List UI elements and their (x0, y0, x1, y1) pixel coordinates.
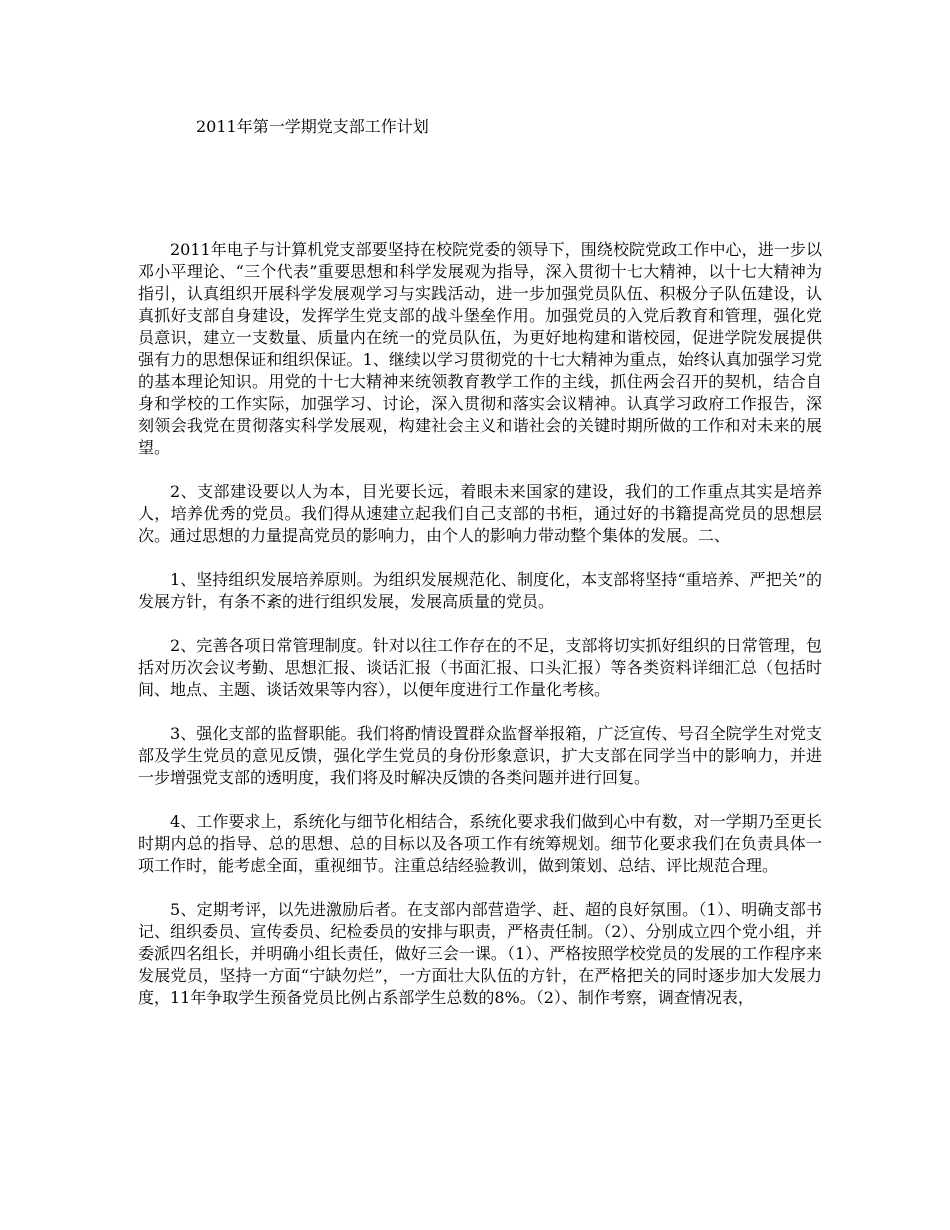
paragraph-4: 2、完善各项日常管理制度。针对以往工作存在的不足，支部将切实抓好组织的日常管理，包括对历次会议考勤、思想汇报、谈话汇报（书面汇报、口头汇报）等各类资料详细汇总（包括时间、地点、主题、谈话效果等内容），以便年度进行工作量化考核。 (138, 636, 822, 699)
paragraph-7: 5、定期考评，以先进激励后者。在支部内部营造学、赶、超的良好氛围。（1）、明确支部书记、组织委员、宣传委员、纪检委员的安排与职责，严格责任制。（2）、分别成立四个党小组，并委派四名组长，并明确小组长责任，做好三会一课。（1）、严格按照学校党员的发展的工作程序来发展党员，坚持一方面“宁缺勿烂”，一方面壮大队伍的方针，在严格把关的同时逐步加大发展力度，11年争取学生预备党员比例占系部学生总数的8%。（2）、制作考察，调查情况表， (138, 900, 822, 1007)
paragraph-1: 2011年电子与计算机党支部要坚持在校院党委的领导下，围绕校院党政工作中心，进一步以邓小平理论、“三个代表”重要思想和科学发展观为指导，深入贯彻十七大精神，以十七大精神为指引，认真组织开展科学发展观学习与实践活动，进一步加强党员队伍、积极分子队伍建设，认真抓好支部自身建设，发挥学生党支部的战斗堡垒作用。加强党员的入党后教育和管理，强化党员意识，建立一支数量、质量内在统一的党员队伍，为更好地构建和谐校园，促进学院发展提供强有力的思想保证和组织保证。1、继续以学习贯彻党的十七大精神为重点，始终认真加强学习党的基本理论知识。用党的十七大精神来统领教育教学工作的主线，抓住两会召开的契机，结合自身和学校的工作实际，加强学习、讨论，深入贯彻和落实会议精神。认真学习政府工作报告，深刻领会我党在贯彻落实科学发展观，构建社会主义和谐社会的关键时期所做的工作和对未来的展望。 (138, 240, 822, 457)
paragraph-5: 3、强化支部的监督职能。我们将酌情设置群众监督举报箱，广泛宣传、号召全院学生对党支部及学生党员的意见反馈，强化学生党员的身份形象意识，扩大支部在同学当中的影响力，并进一步增强党支部的透明度，我们将及时解决反馈的各类问题并进行回复。 (138, 724, 822, 787)
document-body (138, 239, 822, 1031)
paragraph-3: 1、坚持组织发展培养原则。为组织发展规范化、制度化，本支部将坚持“重培养、严把关”的发展方针，有条不紊的进行组织发展，发展高质量的党员。 (138, 570, 822, 611)
paragraph-6: 4、工作要求上，系统化与细节化相结合，系统化要求我们做到心中有数，对一学期乃至更长时期内总的指导、总的思想、总的目标以及各项工作有统筹规划。细节化要求我们在负责具体一项工作时，能考虑全面，重视细节。注重总结经验教训，做到策划、总结、评比规范合理。 (138, 812, 822, 875)
paragraph-2: 2、支部建设要以人为本，目光要长远，着眼未来国家的建设，我们的工作重点其实是培养人，培养优秀的党员。我们得从速建立起我们自己支部的书柜，通过好的书籍提高党员的思想层次。通过思想的力量提高党员的影响力，由个人的影响力带动整个集体的发展。二、 (138, 482, 822, 545)
document-title: 2011年第一学期党支部工作计划 (196, 117, 429, 136)
